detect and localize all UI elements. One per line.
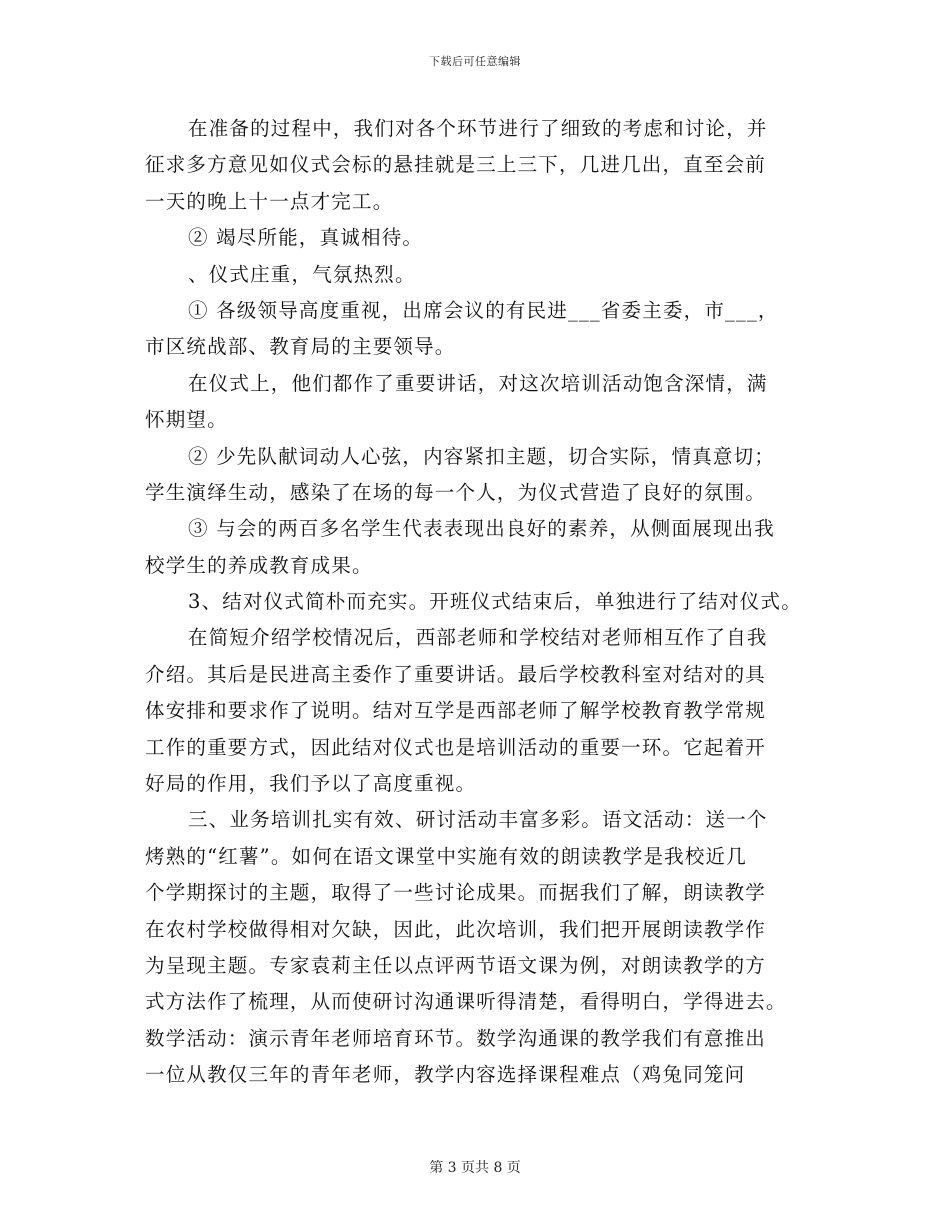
body-line: 校学生的养成教育成果。 (145, 553, 373, 577)
body-line: 工作的重要方式，因此结对仪式也是培训活动的重要一环。它起着开 (145, 735, 767, 759)
page-header: 下载后可任意编辑 (429, 55, 521, 68)
body-line: 体安排和要求作了说明。结对互学是西部老师了解学校教育教学常规 (145, 699, 767, 723)
body-line: 烤熟的“红薯”。如何在语文课堂中实施有效的朗读教学是我校近几 (145, 844, 747, 868)
body-line: 市区统战部、教育局的主要领导。 (145, 335, 456, 359)
body-line: 介绍。其后是民进高主委作了重要讲话。最后学校教科室对结对的具 (145, 662, 767, 686)
body-line: 好局的作用，我们予以了高度重视。 (145, 772, 477, 796)
page-footer: 第 3 页共 8 页 (429, 1160, 521, 1176)
body-line: 个学期探讨的主题，取得了一些讨论成果。而据我们了解，朗读教学 (145, 881, 767, 905)
body-line: 3、结对仪式简朴而充实。开班仪式结束后，单独进行了结对仪式。 (188, 590, 802, 614)
body-line: ① 各级领导高度重视，出席会议的有民进___省委主委，市___， (188, 298, 779, 322)
body-line: 在准备的过程中，我们对各个环节进行了细致的考虑和讨论，并 (188, 117, 768, 140)
body-line: 一天的晚上十一点才完工。 (145, 189, 394, 213)
body-line: 三、业务培训扎实有效、研讨活动丰富多彩。语文活动：送一个 (188, 808, 768, 832)
body-line: 怀期望。 (145, 408, 228, 432)
body-line: 式方法作了梳理，从而使研讨沟通课听得清楚，看得明白，学得进去。 (145, 990, 787, 1014)
body-line: 、仪式庄重，气氛热烈。 (188, 262, 416, 286)
body-line: 学生演绎生动，感染了在场的每一个人，为仪式营造了良好的氛围。 (145, 480, 767, 504)
body-line: 在简短介绍学校情况后，西部老师和学校结对老师相互作了自我 (188, 626, 768, 650)
body-line: ③ 与会的两百多名学生代表表现出良好的素养，从侧面展现出我 (188, 517, 775, 541)
body-line: 为呈现主题。专家袁莉主任以点评两节语文课为例，对朗读教学的方 (145, 953, 767, 977)
body-line: 在仪式上，他们都作了重要讲话，对这次培训活动饱含深情，满 (188, 371, 768, 395)
body-line: ② 少先队献词动人心弦，内容紧扣主题，切合实际，情真意切； (188, 444, 775, 468)
body-line: 在农村学校做得相对欠缺，因此，此次培训，我们把开展朗读教学作 (145, 917, 767, 941)
body-line: ② 竭尽所能，真诚相待。 (188, 226, 424, 250)
body-line: 一位从教仅三年的青年老师，教学内容选择课程难点（鸡兔同笼问 (145, 1063, 746, 1087)
document-body (145, 111, 805, 1094)
body-line: 征求多方意见如仪式会标的悬挂就是三上三下，几进几出，直至会前 (145, 153, 767, 177)
body-line: 数学活动：演示青年老师培育环节。数学沟通课的教学我们有意推出 (145, 1026, 767, 1050)
